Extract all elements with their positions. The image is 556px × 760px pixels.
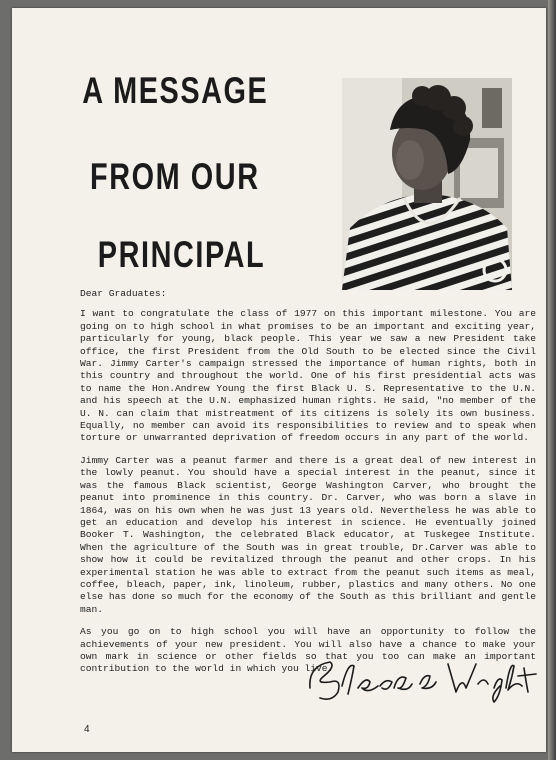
letter-paragraph-3: As you go on to high school you will have an opportunity to follow the achievements of your new president. You will also have a chance to make your own mark in science or other fields so that you too can make an important contribution to the world in which you live. — [80, 626, 536, 675]
letter-paragraph-2: Jimmy Carter was a peanut farmer and there is a great deal of new interest in the lowly peanut. You should have a special interest in the peanut, since it was the famous Black scientist, George Washington Carver, who brought the peanut into prominence in this country. Dr. Carver, who was born a slave in 1864, was on his own when he was just 13 years old. Nevertheless he was able to get an education and develop his interest in science. He eventually joined Booker T. Washington, the celebrated Black educator, at Tuskegee Institute. When the agriculture of the South was in great trouble, Dr.Carver was able to show how it could be revitalized through the peanut and other crops. In his experimental station he was able to extract from the peanut such items as meal, coffee, bleach, paper, ink, linoleum, rubber, plastics and many others. No one else has done so much for the economy of the South as this brilliant and gentle man. — [80, 454, 536, 615]
yearbook-page — [12, 8, 546, 752]
signature-image — [302, 648, 538, 706]
principal-letter — [80, 288, 536, 686]
principal-signature — [302, 648, 538, 706]
letter-paragraph-1: I want to congratulate the class of 1977 on this important milestone. You are going on to high school in what promises to be an important and exciting year, particularly for young, black people. This year we saw a new President take office, the first President from the Old South to be elected since the Civil War. Jimmy Carter's campaign stressed the importance of human rights, both in this country and throughout the world. One of his first presidential acts was to name the Hon.Andrew Young the first Black U. S. Representative to the U.N. and his speech at the U.N. emphasized human rights. He said, "no member of the U. N. can claim that mistreatment of its citizens is solely its own business. Equally, no member can avoid its responsibilities to review and to speak when torture or unwarranted deprivation of freedom occurs in any part of the world. — [80, 308, 536, 444]
principal-portrait-image — [342, 78, 512, 290]
headline-line-3: PRINCIPAL — [97, 234, 266, 275]
headline-line-2: FROM OUR — [90, 156, 260, 197]
page-number: 4 — [84, 724, 90, 735]
headline-line-1: A MESSAGE — [82, 70, 269, 111]
binding-edge — [548, 0, 556, 760]
letter-salutation: Dear Graduates: — [80, 288, 167, 299]
principal-photo — [342, 78, 512, 290]
